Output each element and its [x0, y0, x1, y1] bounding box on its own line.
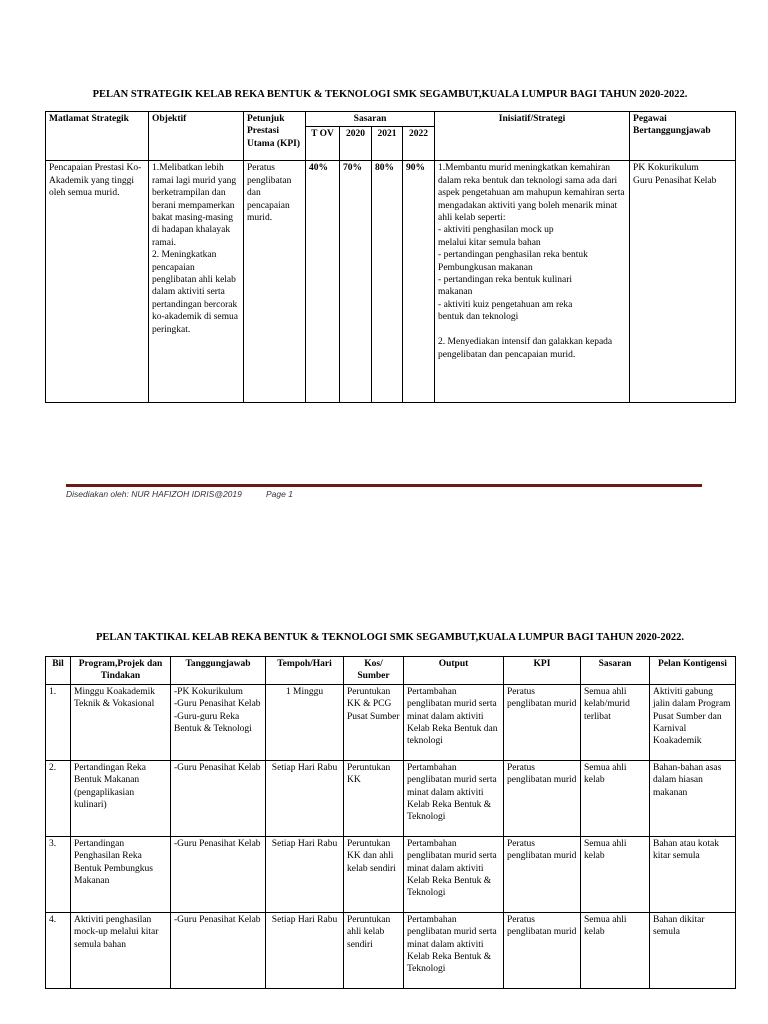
cell-2022: 90%: [403, 161, 435, 403]
cell-inisiatif: 1.Membantu murid meningkatkan kemahiran dalam reka bentuk dan teknologi sama ada dari aspek pengetahuan am mahupun kemahiran serta mengadakan aktiviti yang boleh menarik minat ahli kelab seperti: - aktiviti penghasilan mock up melalui kitar semula bahan - pertandingan penghasilan reka bentuk Pembungkusan makanan - pertandingan reka bentuk kulinari makanan - aktiviti kuiz pengetahuan am reka bentuk dan teknologi 2. Menyediakan intensif dan galakkan kepada pengelibatan dan pencapaian murid.: [435, 161, 630, 403]
cell-kpi: Peratus penglibatan dan pencapaian murid.: [244, 161, 306, 403]
cell-pelan: Bahan dikitar semula: [650, 912, 736, 988]
footer-divider: [66, 484, 702, 487]
cell-bil: 4.: [46, 912, 71, 988]
cell-tempoh: Setiap Hari Rabu: [266, 836, 344, 912]
header-sasaran-tactical: Sasaran: [581, 657, 650, 685]
cell-kos: Peruntukan ahli kelab sendiri: [344, 912, 404, 988]
cell-tanggungjawab: -Guru Penasihat Kelab: [171, 912, 266, 988]
header-2022: 2022: [403, 127, 435, 161]
cell-sasaran: Semua ahli kelab: [581, 912, 650, 988]
cell-kos: Peruntukan KK: [344, 760, 404, 836]
cell-kpi: Peratus penglibatan murid: [504, 912, 581, 988]
cell-program: Aktiviti penghasilan mock-up melalui kitar semula bahan: [71, 912, 171, 988]
header-tov: T OV: [306, 127, 340, 161]
strategic-plan-table: [45, 111, 736, 403]
cell-bil: 1.: [46, 684, 71, 760]
header-matlamat: Matlamat Strategik: [46, 112, 149, 161]
cell-program: Pertandingan Reka Bentuk Makanan (pengaplikasian kulinari): [71, 760, 171, 836]
cell-output: Pertambahan penglibatan murid serta minat dalam aktiviti Kelab Reka Bentuk & Teknologi: [404, 760, 504, 836]
cell-kpi: Peratus penglibatan murid: [504, 760, 581, 836]
cell-pegawai: PK Kokurikulum Guru Penasihat Kelab: [630, 161, 736, 403]
cell-2021: 80%: [372, 161, 403, 403]
cell-matlamat: Pencapaian Prestasi Ko-Akademik yang tinggi oleh semua murid.: [46, 161, 149, 403]
header-pegawai: Pegawai Bertanggungjawab: [630, 112, 736, 161]
header-2020: 2020: [340, 127, 372, 161]
cell-tempoh: Setiap Hari Rabu: [266, 912, 344, 988]
header-sasaran: Sasaran: [306, 112, 435, 127]
table-row: [46, 836, 736, 912]
table-row: [46, 912, 736, 988]
header-kpi-tactical: KPI: [504, 657, 581, 685]
cell-tanggungjawab: -PK Kokurikulum -Guru Penasihat Kelab -Guru-guru Reka Bentuk & Teknologi: [171, 684, 266, 760]
header-pelan: Pelan Kontigensi: [650, 657, 736, 685]
cell-tempoh: Setiap Hari Rabu: [266, 760, 344, 836]
table-row: [46, 760, 736, 836]
header-program: Program,Projek dan Tindakan: [71, 657, 171, 685]
cell-program: Minggu Koakademik Teknik & Vokasional: [71, 684, 171, 760]
header-kpi: Petunjuk Prestasi Utama (KPI): [244, 112, 306, 161]
header-inisiatif: Inisiatif/Strategi: [435, 112, 630, 161]
cell-kos: Peruntukan KK & PCG Pusat Sumber: [344, 684, 404, 760]
tactical-plan-title: PELAN TAKTIKAL KELAB REKA BENTUK & TEKNOLOGI SMK SEGAMBUT,KUALA LUMPUR BAGI TAHUN 2020-2022.: [95, 632, 685, 643]
cell-output: Pertambahan penglibatan murid serta minat dalam aktiviti Kelab Reka Bentuk & Teknologi: [404, 836, 504, 912]
header-output: Output: [404, 657, 504, 685]
cell-pelan: Bahan-bahan asas dalam hiasan makanan: [650, 760, 736, 836]
header-tanggungjawab: Tanggungjawab: [171, 657, 266, 685]
cell-tanggungjawab: -Guru Penasihat Kelab: [171, 836, 266, 912]
cell-tempoh: 1 Minggu: [266, 684, 344, 760]
cell-tov: 40%: [306, 161, 340, 403]
cell-tanggungjawab: -Guru Penasihat Kelab: [171, 760, 266, 836]
header-kos: Kos/ Sumber: [344, 657, 404, 685]
table-row: [46, 684, 736, 760]
cell-2020: 70%: [340, 161, 372, 403]
cell-sasaran: Semua ahli kelab: [581, 760, 650, 836]
cell-program: Pertandingan Penghasilan Reka Bentuk Pembungkus Makanan: [71, 836, 171, 912]
tactical-plan-table: [45, 656, 736, 989]
cell-sasaran: Semua ahli kelab/murid terlibat: [581, 684, 650, 760]
header-objektif: Objektif: [149, 112, 244, 161]
cell-pelan: Bahan atau kotak kitar semula: [650, 836, 736, 912]
header-bil: Bil: [46, 657, 71, 685]
cell-kpi: Peratus penglibatan murid: [504, 684, 581, 760]
header-2021: 2021: [372, 127, 403, 161]
cell-bil: 3.: [46, 836, 71, 912]
cell-output: Pertambahan penglibatan murid serta minat dalam aktiviti Kelab Reka Bentuk & Teknologi: [404, 912, 504, 988]
cell-objektif: 1.Melibatkan lebih ramai lagi murid yang berketrampilan dan berani mempamerkan bakat masing-masing di hadapan khalayak ramai. 2. Meningkatkan pencapaian penglibatan ahli kelab dalam aktiviti serta pertandingan bercorak ko-akademik di semua peringkat.: [149, 161, 244, 403]
cell-kos: Peruntukan KK dan ahli kelab sendiri: [344, 836, 404, 912]
footer-prepared-by: Disediakan oleh: NUR HAFIZOH IDRIS@2019: [66, 489, 242, 499]
cell-kpi: Peratus penglibatan murid: [504, 836, 581, 912]
strategic-plan-title: PELAN STRATEGIK KELAB REKA BENTUK & TEKNOLOGI SMK SEGAMBUT,KUALA LUMPUR BAGI TAHUN 2020-2022.: [92, 89, 688, 100]
header-tempoh: Tempoh/Hari: [266, 657, 344, 685]
cell-bil: 2.: [46, 760, 71, 836]
footer-page-number: Page 1: [266, 489, 293, 499]
cell-output: Pertambahan penglibatan murid serta minat dalam aktiviti Kelab Reka Bentuk dan teknologi: [404, 684, 504, 760]
cell-sasaran: Semua ahli kelab: [581, 836, 650, 912]
cell-pelan: Aktiviti gabung jalin dalam Program Pusat Sumber dan Karnival Koakademik: [650, 684, 736, 760]
